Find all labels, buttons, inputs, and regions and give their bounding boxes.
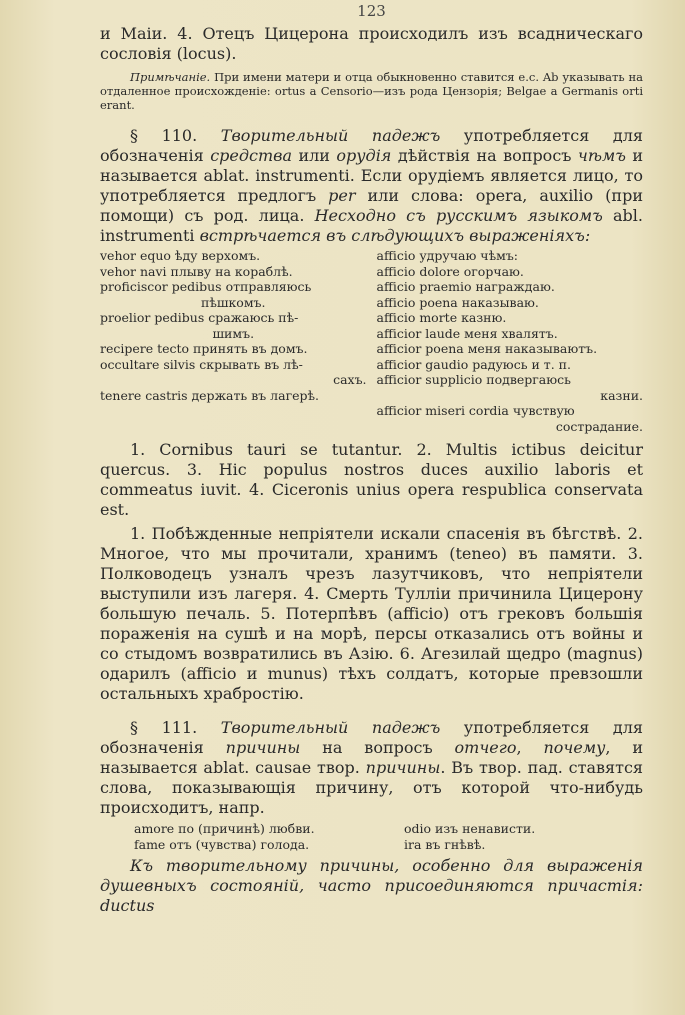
- note-label: Примѣчанiе.: [130, 70, 211, 84]
- expression-item: казни.: [600, 387, 643, 403]
- section-number: § 111.: [130, 718, 198, 737]
- expression-item: afficio morte казню.: [376, 310, 507, 325]
- expression-item: occultare silvis скрывать въ лѣ-: [100, 356, 303, 372]
- term: Творительный падежъ: [220, 718, 441, 737]
- expression-item: recipere tecto принять въ домъ.: [100, 341, 308, 356]
- expression-item: шимъ.: [212, 325, 255, 341]
- term: почему: [543, 738, 606, 757]
- section-number: § 110.: [130, 126, 198, 145]
- example-item: fame отъ (чувства) голода.: [134, 837, 310, 852]
- expression-item: afficio poena наказываю.: [376, 294, 539, 310]
- text: и называется ablat. instrumenti. Если орудiемъ является лицо, то употребляется предлогъ: [100, 146, 644, 205]
- examples-table: [134, 821, 643, 853]
- expressions-left: [100, 248, 367, 434]
- expression-item: afficior miseri cordia чувствую: [376, 403, 575, 418]
- term: per: [328, 186, 356, 205]
- expressions-table: [100, 248, 643, 434]
- term: встрѣчается въ слѣдующихъ выраженiяхъ:: [199, 226, 591, 245]
- examples-left: [134, 821, 404, 853]
- text: на вопросъ: [300, 738, 455, 757]
- text: . Въ твор. пад. ставятся слова, показывающiя причину, отъ которой что-нибудь происходитъ, напр.: [100, 758, 643, 817]
- example-item: odio изъ ненависти.: [404, 821, 536, 836]
- text: , и называется ablat. causae твор.: [100, 738, 643, 777]
- text: abl. instrumenti: [100, 206, 643, 245]
- term: отчего: [454, 738, 517, 757]
- expression-item: afficior poena меня наказываютъ.: [376, 341, 598, 356]
- expression-item: пѣшкомъ.: [201, 294, 266, 310]
- example-item: amore по (причинѣ) любви.: [134, 821, 315, 836]
- examples-right: [404, 821, 674, 853]
- term: чѣмъ: [577, 146, 626, 165]
- text: употребляется для обозначенiя: [100, 718, 644, 757]
- term: Несходно съ русскимъ языкомъ: [314, 206, 603, 225]
- section-111: [100, 718, 643, 818]
- expression-item: tenere castris держать въ лагерѣ.: [100, 387, 320, 403]
- expression-item: proficiscor pedibus отправляюсь: [100, 279, 312, 294]
- expression-item: afficio praemio награждаю.: [376, 279, 555, 294]
- russian-exercise: 1. Побѣжденные непрiятели искали спасенiя въ бѣгствѣ. 2. Многое, что мы прочитали, хранимъ (teneo) въ памяти. 3. Полководецъ узналъ чрезъ лазутчиковъ, что непрiятели выступили изъ лагеря. 4. Смерть Туллiи причинила Цицерону большую печаль. 5. Потерпѣвъ (afficio) отъ грековъ большiя пораженiя на сушѣ и на морѣ, персы отказались отъ войны и со стыдомъ возвратились въ Азiю. 6. Агезилай щедро (magnus) одарилъ (afficio и munus) тѣхъ солдатъ, которые превзошли остальныхъ храбростiю.: [100, 524, 643, 703]
- example-item: ira въ гнѣвѣ.: [404, 837, 486, 852]
- text: или слова: opera, auxilio (при помощи) съ род. лица.: [100, 186, 643, 225]
- expression-item: proelior pedibus сражаюсь пѣ-: [100, 310, 299, 325]
- paragraph-intro: и Маiи. 4. Отецъ Цицерона происходилъ изъ всадническаго сословiя (locus).: [100, 24, 643, 63]
- final-paragraph: Къ творительному причины, особенно для выраженiя душевныхъ состоянiй, часто присоединяются причастiя: ductus: [100, 856, 643, 915]
- expression-item: afficior laude меня хвалятъ.: [376, 325, 558, 341]
- expressions-right: [367, 248, 644, 434]
- expression-item: vehor navi плыву на кораблѣ.: [100, 263, 293, 279]
- footnote: [100, 70, 643, 112]
- section-110: [100, 126, 643, 246]
- page-number: 123: [357, 2, 386, 20]
- expression-item: сахъ.: [333, 372, 367, 387]
- term: орудiя: [336, 146, 392, 165]
- expression-item: afficior gaudio радуюсь и т. п.: [376, 356, 571, 372]
- expression-item: afficio удручаю чѣмъ:: [376, 248, 518, 263]
- text: дѣйствiя на вопросъ: [391, 146, 578, 165]
- expression-item: сострадание.: [555, 418, 643, 434]
- expression-item: afficio dolore огорчаю.: [376, 263, 524, 279]
- latin-exercise: 1. Cornibus tauri se tutantur. 2. Multis ictibus deicitur quercus. 3. Hic populus nostros duces auxilio laboris et commeatus iuvit. 4. Ciceronis unius opera respublica conservata est.: [100, 440, 643, 519]
- term: средства: [210, 146, 292, 165]
- term: Творительный падежъ: [220, 126, 441, 145]
- expression-item: afficior supplicio подвергаюсь: [376, 372, 571, 387]
- expression-item: vehor equo ѣду верхомъ.: [100, 248, 261, 263]
- term: причины: [225, 738, 301, 757]
- note-text: При имени матери и отца обыкновенно ставится е.с. Ab указывать на отдаленное происхожденiе: ortus a Censorio—изъ рода Цензорiя; Belgae a Germanis orti erant.: [100, 70, 644, 112]
- term: причины: [365, 758, 441, 777]
- text: употребляется для обозначенiя: [100, 126, 644, 165]
- text: или: [292, 146, 337, 165]
- text: ,: [516, 738, 544, 757]
